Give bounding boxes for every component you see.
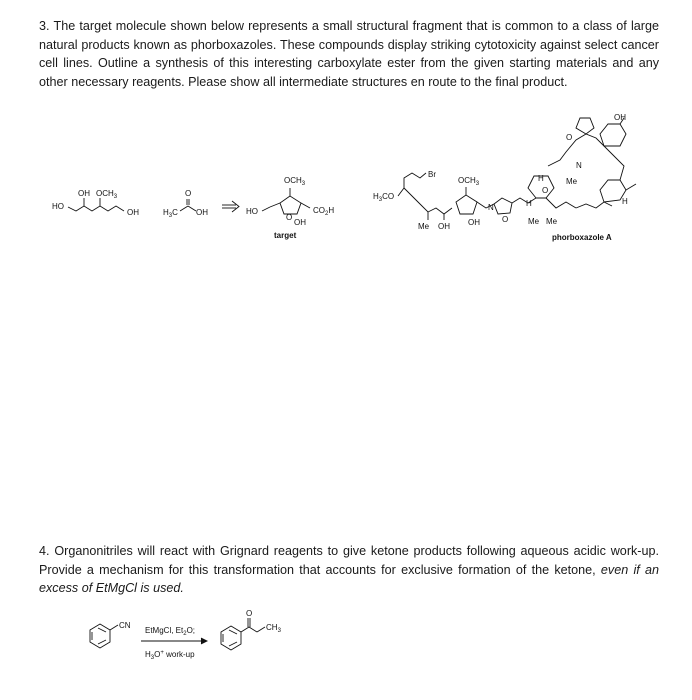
phorbox-me-b2-label: Me [546, 217, 558, 226]
phorbox-och3-label: $OCH_3$ [458, 176, 480, 187]
phorbox-ring-o-label: O [542, 186, 549, 195]
target-ho-label: HO [246, 207, 258, 216]
phorbox-br-label: Br [428, 170, 436, 179]
reaction-arrow [141, 626, 207, 661]
target-co2h-label: $CO_2H$ [313, 206, 335, 217]
question-3-number: 3. [39, 19, 50, 33]
target-oh-label: OH [294, 218, 306, 227]
sm2-o-label: O [185, 189, 192, 198]
phorbox-top-oh-label: OH [614, 113, 626, 122]
phorbox-me-top-label: Me [566, 177, 578, 186]
target-ring-o-label: O [286, 213, 293, 222]
phorbox-oxazole-n-label: N [488, 203, 494, 212]
sm1-och3-label: $OCH_3$ [96, 189, 118, 200]
phorbox-oh-mid-label: OH [468, 218, 480, 227]
phorbox-me-label: Me [418, 222, 430, 231]
question-4-body: Organonitriles will react with Grignard reagents to give ketone products following aqueous acidic work-up. Provide a mechanism for this transformation that accounts for exclusive formation of the ketone, [39, 544, 660, 577]
sm2-oh-label: OH [196, 208, 208, 217]
phorbox-h-right-label: H [622, 197, 628, 206]
ketone-product [221, 609, 282, 650]
phorbox-h-mid-label: H [526, 199, 532, 208]
phorbox-top-n-label: N [576, 161, 582, 170]
ketone-o-label: O [246, 609, 253, 618]
sm2-h3c-label: $H_3C$ [163, 208, 178, 219]
target-label: target [274, 231, 297, 240]
question-3-body: The target molecule shown below represents a small structural fragment that is common to a class of large natural products known as phorboxazoles. These compounds display striking cytotoxicity against select cancer cell lines. Outline a synthesis of this interesting carboxylate ester from the given starting materials and any other necessary reagents. Please show all intermediate structures en route to the final product. [39, 19, 659, 89]
phorbox-oh-left-label: OH [438, 222, 450, 231]
benzyl-nitrile [90, 621, 131, 648]
reagent-bottom-label: $H_3O^+$ work-up [145, 650, 195, 661]
question-4-emphasis: even if an excess of EtMgCl is used. [39, 562, 659, 596]
phorboxazole-label: phorboxazole A [552, 233, 612, 242]
target-och3-label: $OCH_3$ [284, 176, 306, 187]
reagent-top-label: EtMgCl, $Et_2O$; [145, 626, 196, 637]
sm1-oh-label: OH [78, 189, 90, 198]
sm1-ho-label: HO [52, 202, 64, 211]
question-4-number: 4. [39, 544, 50, 558]
phorbox-h-left-label: H [538, 174, 544, 183]
ketone-ch3-label: $CH_3$ [266, 623, 281, 634]
phorbox-h3co-label: $H_3CO$ [373, 192, 395, 203]
phorbox-oxazole-o-label: O [502, 215, 509, 224]
sm1-oh-right-label: OH [127, 208, 139, 217]
phorbox-top-o-label: O [566, 133, 573, 142]
nitrile-cn-label: CN [119, 621, 131, 630]
phorbox-me-b1-label: Me [528, 217, 540, 226]
